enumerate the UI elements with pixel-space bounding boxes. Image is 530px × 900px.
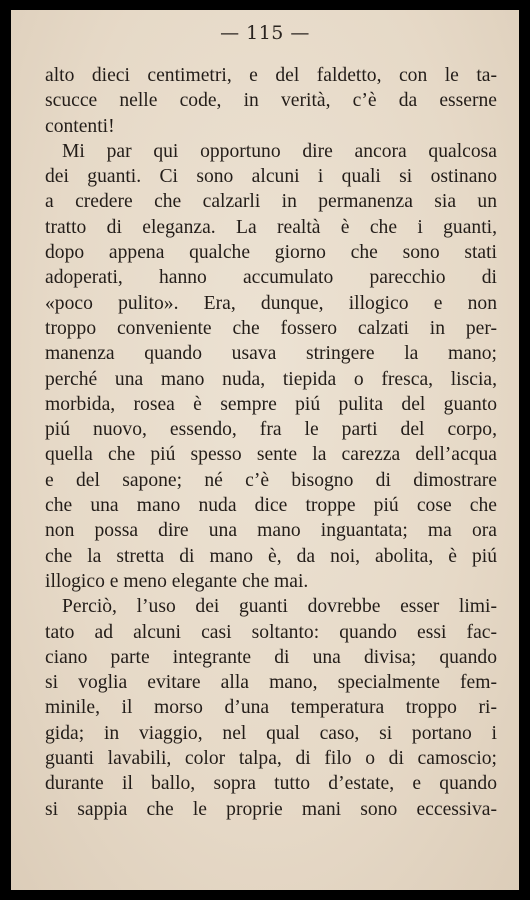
text-line: piú nuovo, essendo, fra le parti del corpo, (45, 419, 497, 441)
text-line: morbida, rosea è sempre piú pulita del guanto (45, 393, 497, 415)
text-line: guanti lavabili, color talpa, di filo o di camoscio; (45, 748, 497, 770)
text-line: illogico e meno elegante che mai. (45, 570, 309, 592)
book-page (11, 10, 519, 890)
text-line: minile, il morso d’una temperatura troppo ri- (45, 697, 497, 719)
text-line: contenti! (45, 115, 115, 137)
text-line: ciano parte integrante di una divisa; quando (45, 646, 497, 668)
text-line: dopo appena qualche giorno che sono stati (45, 242, 497, 264)
body-text (45, 63, 497, 822)
text-line: quella che piú spesso sente la carezza dell’acqua (45, 444, 497, 466)
text-line: tratto di eleganza. La realtà è che i guanti, (45, 216, 497, 238)
text-line: e del sapone; né c’è bisogno di dimostrare (45, 469, 497, 491)
text-line: «poco pulito». Era, dunque, illogico e non (45, 292, 497, 314)
text-line: si sappia che le proprie mani sono eccessiva- (45, 798, 497, 820)
text-line: perché una mano nuda, tiepida o fresca, liscia, (45, 368, 497, 390)
text-line: alto dieci centimetri, e del faldetto, con le ta- (45, 65, 497, 86)
text-line: tato ad alcuni casi soltanto: quando essi fac- (45, 621, 497, 643)
text-line: dei guanti. Ci sono alcuni i quali si ostinano (45, 166, 497, 188)
text-line: a credere che calzarli in permanenza sia un (45, 191, 497, 213)
text-line: Mi par qui opportuno dire ancora qualcosa (62, 140, 497, 162)
text-line: Perciò, l’uso dei guanti dovrebbe esser limi- (62, 596, 497, 618)
text-line: non possa dire una mano inguantata; ma ora (45, 520, 497, 542)
text-line: si voglia evitare alla mano, specialmente fem- (45, 672, 497, 694)
text-line: che una mano nuda dice troppe piú cose che (45, 495, 497, 517)
text-line: che la stretta di mano è, da noi, abolita, è piú (45, 545, 497, 567)
text-line: troppo conveniente che fossero calzati in per- (45, 317, 497, 339)
text-line: scucce nelle code, in verità, c’è da esserne (45, 90, 497, 112)
text-line: gida; in viaggio, nel qual caso, si portano i (45, 722, 497, 744)
text-line: durante il ballo, sopra tutto d’estate, e quando (45, 773, 497, 795)
text-line: adoperati, hanno accumulato parecchio di (45, 267, 497, 289)
text-line: manenza quando usava stringere la mano; (45, 343, 497, 365)
page-number: — 115 — (220, 22, 310, 44)
